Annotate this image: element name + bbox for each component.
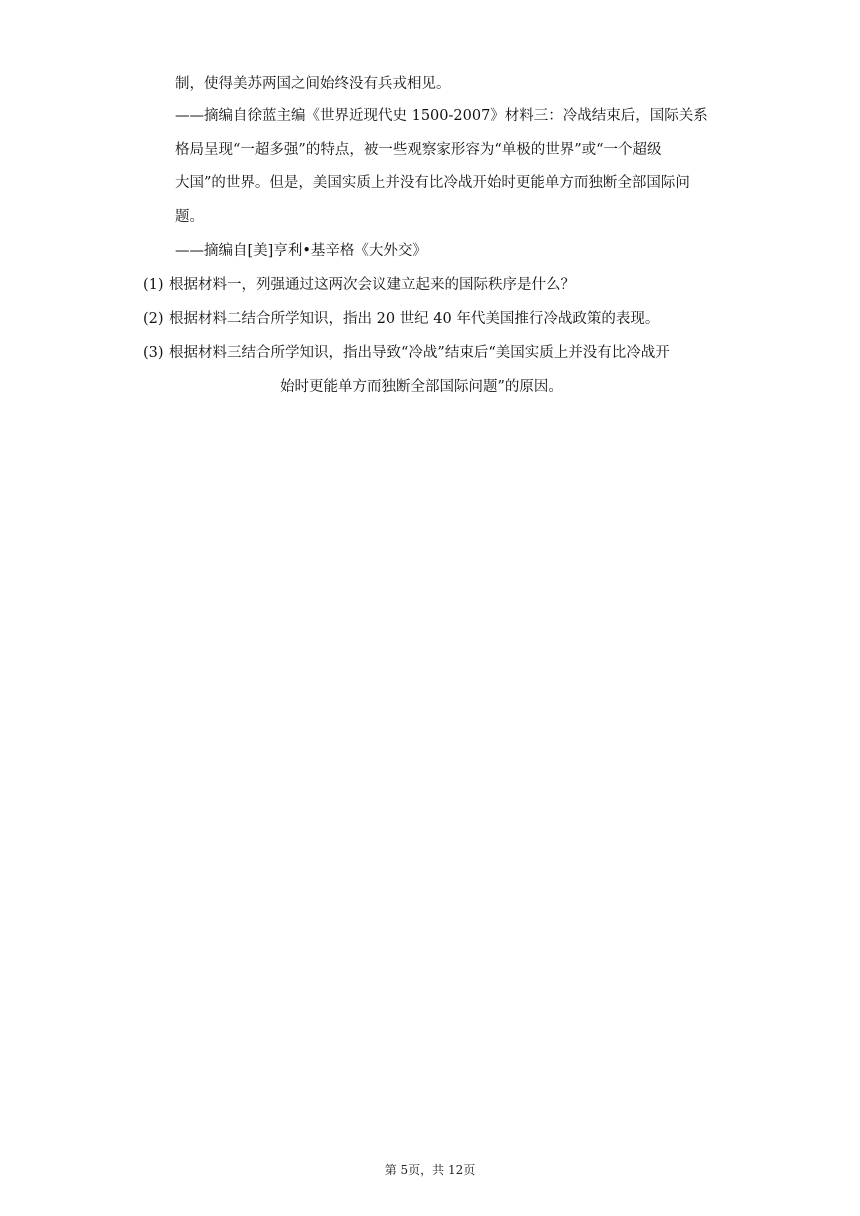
page-footer: 第 5页，共 12页 [384,1163,476,1177]
passage-line: 格局呈现“一超多强”的特点，被一些观察家形容为“单极的世界”或“一个超级 [175,142,662,158]
question-number: (3) [143,345,164,361]
passage-line: ——摘编自徐蓝主编《世界近现代史 1500-2007》材料三：冷战结束后，国际关系 [175,108,708,124]
passage-line: 大国”的世界。但是，美国实质上并没有比冷战开始时更能单方而独断全部国际问 [175,175,690,191]
question-3-continuation: 始时更能单方而独断全部国际问题”的原因。 [280,379,563,395]
question-text: 根据材料二结合所学知识，指出 20 世纪 40 年代美国推行冷战政策的表现。 [169,311,660,327]
question-2 [143,309,718,329]
source-citation: ——摘编自[美]亨利•基辛格《大外交》 [175,243,427,259]
passage-line: 题。 [175,209,204,225]
question-text: 根据材料三结合所学知识，指出导致“冷战”结束后“美国实质上并没有比冷战开 [169,345,670,361]
question-1 [143,275,718,295]
passage-line: 制，使得美苏两国之间始终没有兵戎相见。 [175,76,451,92]
question-text: 根据材料一，列强通过这两次会议建立起来的国际秩序是什么？ [169,277,575,293]
question-number: (1) [143,277,164,293]
question-3 [143,343,718,363]
question-number: (2) [143,311,164,327]
